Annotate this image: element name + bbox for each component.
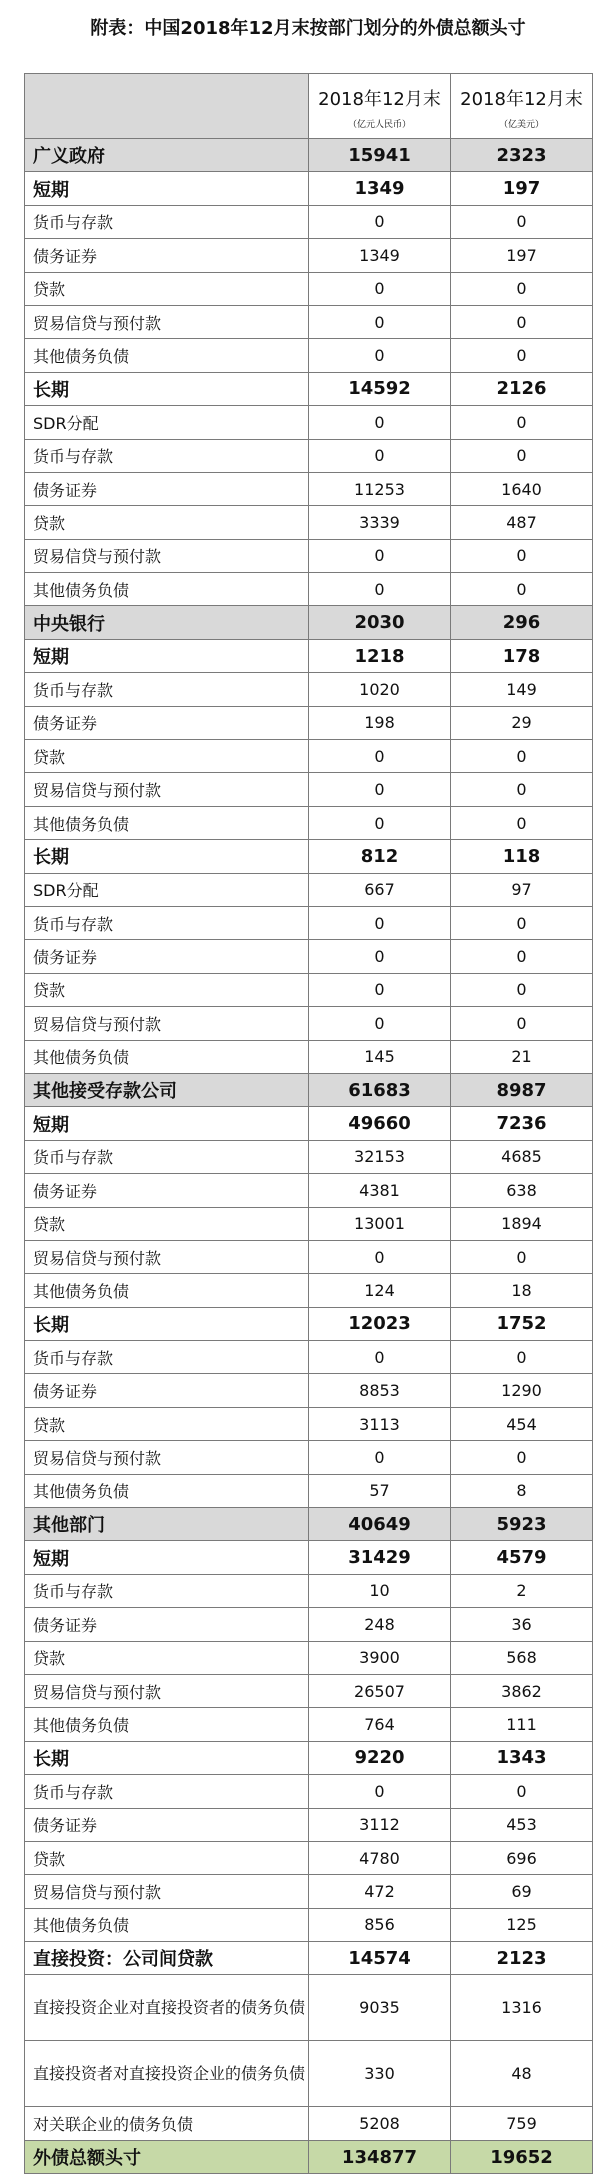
row-label: 贷款	[25, 1841, 309, 1874]
row-label: 贷款	[25, 1641, 309, 1674]
row-label: 其他债务负债	[25, 806, 309, 839]
usd-value: 7236	[451, 1107, 593, 1140]
usd-value: 0	[451, 305, 593, 338]
row-label: 债务证券	[25, 472, 309, 505]
usd-value: 0	[451, 973, 593, 1006]
subtotal-row	[25, 1942, 593, 1975]
table-row	[25, 1908, 593, 1941]
usd-value: 19652	[451, 2140, 593, 2173]
rmb-value: 2030	[309, 606, 451, 639]
row-label: 短期	[25, 1541, 309, 1574]
table-row	[25, 406, 593, 439]
rmb-value: 145	[309, 1040, 451, 1073]
rmb-value: 472	[309, 1875, 451, 1908]
external-debt-table	[24, 73, 593, 2174]
row-label: 短期	[25, 1107, 309, 1140]
rmb-value: 32153	[309, 1140, 451, 1173]
rmb-value: 0	[309, 573, 451, 606]
usd-value: 4685	[451, 1140, 593, 1173]
table-row	[25, 1040, 593, 1073]
usd-value: 18	[451, 1274, 593, 1307]
sector-row	[25, 1073, 593, 1106]
rmb-value: 15941	[309, 139, 451, 172]
rmb-value: 4780	[309, 1841, 451, 1874]
usd-value: 0	[451, 1240, 593, 1273]
usd-value: 0	[451, 806, 593, 839]
rmb-value: 31429	[309, 1541, 451, 1574]
rmb-value: 124	[309, 1274, 451, 1307]
table-row	[25, 706, 593, 739]
row-label: 长期	[25, 1307, 309, 1340]
rmb-value: 4381	[309, 1174, 451, 1207]
row-label: 其他接受存款公司	[25, 1073, 309, 1106]
row-label: 其他部门	[25, 1508, 309, 1541]
table-row	[25, 1374, 593, 1407]
row-label: 货币与存款	[25, 673, 309, 706]
usd-value: 149	[451, 673, 593, 706]
usd-value: 696	[451, 1841, 593, 1874]
row-label: 长期	[25, 1741, 309, 1774]
rmb-value: 0	[309, 773, 451, 806]
subtotal-row	[25, 639, 593, 672]
usd-value: 0	[451, 406, 593, 439]
usd-value: 0	[451, 339, 593, 372]
subtotal-row	[25, 1541, 593, 1574]
usd-value: 0	[451, 906, 593, 939]
row-label: 货币与存款	[25, 1775, 309, 1808]
table-row	[25, 1775, 593, 1808]
table-row	[25, 2041, 593, 2107]
sector-row	[25, 1508, 593, 1541]
rmb-value: 1349	[309, 239, 451, 272]
row-label: 长期	[25, 840, 309, 873]
row-label: 债务证券	[25, 1174, 309, 1207]
row-label: 短期	[25, 639, 309, 672]
row-label: 贷款	[25, 506, 309, 539]
table-row	[25, 1875, 593, 1908]
row-label: 贸易信贷与预付款	[25, 1007, 309, 1040]
rmb-value: 0	[309, 906, 451, 939]
table-row	[25, 940, 593, 973]
table-row	[25, 539, 593, 572]
usd-value: 1343	[451, 1741, 593, 1774]
subtotal-row	[25, 1107, 593, 1140]
rmb-value: 0	[309, 1441, 451, 1474]
table-row	[25, 1608, 593, 1641]
row-label: 其他债务负债	[25, 1274, 309, 1307]
table-row	[25, 1007, 593, 1040]
usd-value: 568	[451, 1641, 593, 1674]
row-label: 短期	[25, 172, 309, 205]
rmb-value: 5208	[309, 2107, 451, 2140]
rmb-value: 0	[309, 1775, 451, 1808]
subtotal-row	[25, 1741, 593, 1774]
table-row	[25, 573, 593, 606]
table-row	[25, 1140, 593, 1173]
table-row	[25, 1207, 593, 1240]
table-row	[25, 1441, 593, 1474]
table-row	[25, 1708, 593, 1741]
usd-value: 178	[451, 639, 593, 672]
row-label: 货币与存款	[25, 906, 309, 939]
row-label: 债务证券	[25, 940, 309, 973]
rmb-value: 0	[309, 272, 451, 305]
header-blank-cell	[25, 74, 309, 139]
rmb-value: 26507	[309, 1674, 451, 1707]
rmb-value: 10	[309, 1574, 451, 1607]
rmb-value: 9035	[309, 1975, 451, 2041]
table-row	[25, 1407, 593, 1440]
row-label: 货币与存款	[25, 1574, 309, 1607]
usd-value: 97	[451, 873, 593, 906]
rmb-value: 3113	[309, 1407, 451, 1440]
usd-value: 118	[451, 840, 593, 873]
usd-value: 197	[451, 172, 593, 205]
rmb-value: 61683	[309, 1073, 451, 1106]
usd-value: 2123	[451, 1942, 593, 1975]
rmb-value: 0	[309, 339, 451, 372]
usd-value: 0	[451, 773, 593, 806]
row-label: 贸易信贷与预付款	[25, 1875, 309, 1908]
table-row	[25, 1341, 593, 1374]
row-label: 中央银行	[25, 606, 309, 639]
row-label: SDR分配	[25, 873, 309, 906]
usd-value: 487	[451, 506, 593, 539]
rmb-value: 14574	[309, 1942, 451, 1975]
subtotal-row	[25, 840, 593, 873]
usd-value: 1316	[451, 1975, 593, 2041]
rmb-value: 0	[309, 940, 451, 973]
row-label: 贷款	[25, 740, 309, 773]
usd-value: 759	[451, 2107, 593, 2140]
row-label: SDR分配	[25, 406, 309, 439]
row-label: 货币与存款	[25, 1341, 309, 1374]
row-label: 债务证券	[25, 706, 309, 739]
header-usd-unit: （亿美元）	[498, 119, 544, 130]
rmb-value: 0	[309, 205, 451, 238]
usd-value: 21	[451, 1040, 593, 1073]
row-label: 直接投资：公司间贷款	[25, 1942, 309, 1975]
table-row	[25, 906, 593, 939]
row-label: 其他债务负债	[25, 1474, 309, 1507]
row-label: 直接投资者对直接投资企业的债务负债	[25, 2041, 309, 2107]
row-label: 外债总额头寸	[25, 2140, 309, 2173]
table-row	[25, 673, 593, 706]
row-label: 货币与存款	[25, 205, 309, 238]
usd-value: 0	[451, 272, 593, 305]
usd-value: 1894	[451, 1207, 593, 1240]
row-label: 货币与存款	[25, 439, 309, 472]
usd-value: 125	[451, 1908, 593, 1941]
rmb-value: 0	[309, 806, 451, 839]
table-row	[25, 1674, 593, 1707]
table-row	[25, 740, 593, 773]
table-row	[25, 1975, 593, 2041]
rmb-value: 0	[309, 740, 451, 773]
row-label: 其他债务负债	[25, 1908, 309, 1941]
row-label: 其他债务负债	[25, 339, 309, 372]
usd-value: 2126	[451, 372, 593, 405]
table-row	[25, 873, 593, 906]
table-row	[25, 1574, 593, 1607]
row-label: 直接投资企业对直接投资者的债务负债	[25, 1975, 309, 2041]
usd-value: 0	[451, 740, 593, 773]
usd-value: 0	[451, 573, 593, 606]
table-row	[25, 1841, 593, 1874]
rmb-value: 3900	[309, 1641, 451, 1674]
header-usd-date: 2018年12月末	[460, 88, 583, 110]
row-label: 贷款	[25, 1207, 309, 1240]
usd-value: 0	[451, 539, 593, 572]
table-row	[25, 1808, 593, 1841]
usd-value: 0	[451, 1007, 593, 1040]
usd-value: 0	[451, 940, 593, 973]
row-label: 长期	[25, 372, 309, 405]
rmb-value: 1020	[309, 673, 451, 706]
rmb-value: 11253	[309, 472, 451, 505]
subtotal-row	[25, 1307, 593, 1340]
usd-value: 0	[451, 1341, 593, 1374]
row-label: 债务证券	[25, 1808, 309, 1841]
table-row	[25, 239, 593, 272]
usd-value: 8	[451, 1474, 593, 1507]
table-title: 附表：中国2018年12月末按部门划分的外债总额头寸	[90, 18, 526, 39]
row-label: 贸易信贷与预付款	[25, 773, 309, 806]
usd-value: 0	[451, 1775, 593, 1808]
usd-value: 0	[451, 439, 593, 472]
subtotal-row	[25, 172, 593, 205]
usd-value: 0	[451, 205, 593, 238]
rmb-value: 856	[309, 1908, 451, 1941]
usd-value: 36	[451, 1608, 593, 1641]
rmb-value: 9220	[309, 1741, 451, 1774]
table-row	[25, 973, 593, 1006]
rmb-value: 0	[309, 973, 451, 1006]
row-label: 债务证券	[25, 239, 309, 272]
row-label: 债务证券	[25, 1374, 309, 1407]
table-row	[25, 506, 593, 539]
rmb-value: 0	[309, 1240, 451, 1273]
row-label: 其他债务负债	[25, 1708, 309, 1741]
header-rmb-column	[309, 74, 451, 139]
usd-value: 2	[451, 1574, 593, 1607]
rmb-value: 13001	[309, 1207, 451, 1240]
rmb-value: 0	[309, 1007, 451, 1040]
table-body	[25, 139, 593, 2174]
usd-value: 638	[451, 1174, 593, 1207]
rmb-value: 3339	[309, 506, 451, 539]
usd-value: 4579	[451, 1541, 593, 1574]
rmb-value: 0	[309, 439, 451, 472]
row-label: 货币与存款	[25, 1140, 309, 1173]
table-header-row	[25, 74, 593, 139]
rmb-value: 14592	[309, 372, 451, 405]
rmb-value: 49660	[309, 1107, 451, 1140]
row-label: 贸易信贷与预付款	[25, 1240, 309, 1273]
row-label: 贷款	[25, 973, 309, 1006]
table-row	[25, 1240, 593, 1273]
rmb-value: 0	[309, 305, 451, 338]
rmb-value: 764	[309, 1708, 451, 1741]
row-label: 债务证券	[25, 1608, 309, 1641]
usd-value: 296	[451, 606, 593, 639]
row-label: 贷款	[25, 272, 309, 305]
table-row	[25, 773, 593, 806]
usd-value: 3862	[451, 1674, 593, 1707]
sector-row	[25, 606, 593, 639]
row-label: 贸易信贷与预付款	[25, 305, 309, 338]
table-row	[25, 339, 593, 372]
sector-row	[25, 139, 593, 172]
rmb-value: 57	[309, 1474, 451, 1507]
header-rmb-date: 2018年12月末	[318, 88, 441, 110]
table-row	[25, 272, 593, 305]
rmb-value: 0	[309, 539, 451, 572]
row-label: 贸易信贷与预付款	[25, 539, 309, 572]
rmb-value: 8853	[309, 1374, 451, 1407]
rmb-value: 1218	[309, 639, 451, 672]
usd-value: 1640	[451, 472, 593, 505]
table-row	[25, 439, 593, 472]
usd-value: 454	[451, 1407, 593, 1440]
usd-value: 5923	[451, 1508, 593, 1541]
usd-value: 48	[451, 2041, 593, 2107]
row-label: 贸易信贷与预付款	[25, 1674, 309, 1707]
rmb-value: 134877	[309, 2140, 451, 2173]
usd-value: 453	[451, 1808, 593, 1841]
rmb-value: 0	[309, 406, 451, 439]
rmb-value: 198	[309, 706, 451, 739]
usd-value: 8987	[451, 1073, 593, 1106]
table-row	[25, 305, 593, 338]
usd-value: 197	[451, 239, 593, 272]
usd-value: 111	[451, 1708, 593, 1741]
table-row	[25, 1174, 593, 1207]
rmb-value: 3112	[309, 1808, 451, 1841]
table-row	[25, 1641, 593, 1674]
row-label: 贸易信贷与预付款	[25, 1441, 309, 1474]
row-label: 对关联企业的债务负债	[25, 2107, 309, 2140]
usd-value: 69	[451, 1875, 593, 1908]
row-label: 其他债务负债	[25, 573, 309, 606]
table-row	[25, 1274, 593, 1307]
rmb-value: 812	[309, 840, 451, 873]
usd-value: 2323	[451, 139, 593, 172]
row-label: 其他债务负债	[25, 1040, 309, 1073]
usd-value: 1752	[451, 1307, 593, 1340]
row-label: 贷款	[25, 1407, 309, 1440]
table-row	[25, 205, 593, 238]
table-row	[25, 2107, 593, 2140]
rmb-value: 1349	[309, 172, 451, 205]
usd-value: 1290	[451, 1374, 593, 1407]
rmb-value: 330	[309, 2041, 451, 2107]
row-label: 广义政府	[25, 139, 309, 172]
rmb-value: 667	[309, 873, 451, 906]
header-rmb-unit: （亿元人民币）	[347, 119, 411, 130]
total-row	[25, 2140, 593, 2173]
usd-value: 29	[451, 706, 593, 739]
rmb-value: 40649	[309, 1508, 451, 1541]
rmb-value: 248	[309, 1608, 451, 1641]
rmb-value: 12023	[309, 1307, 451, 1340]
header-usd-column	[451, 74, 593, 139]
usd-value: 0	[451, 1441, 593, 1474]
rmb-value: 0	[309, 1341, 451, 1374]
table-row	[25, 806, 593, 839]
subtotal-row	[25, 372, 593, 405]
table-row	[25, 472, 593, 505]
table-row	[25, 1474, 593, 1507]
